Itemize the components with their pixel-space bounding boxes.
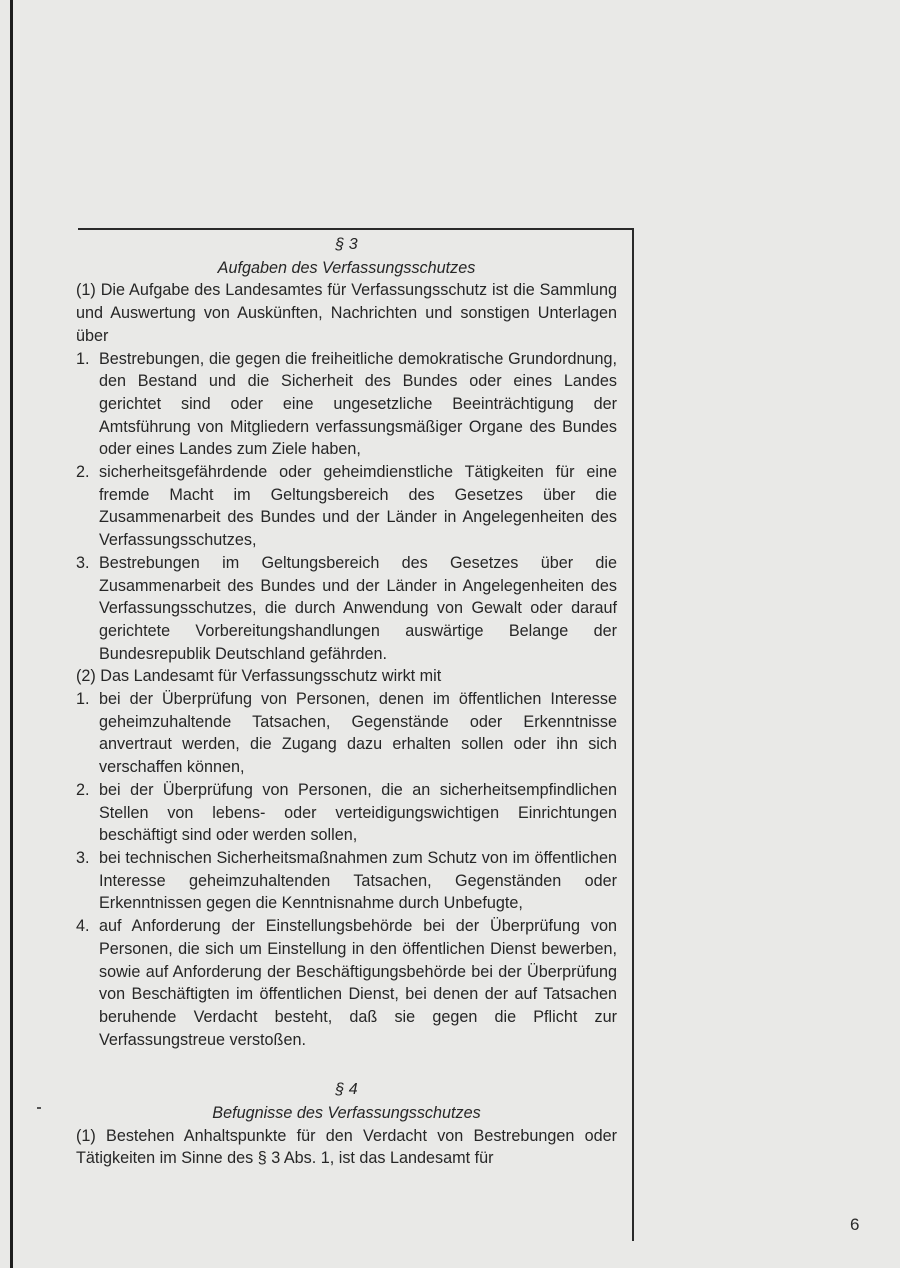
section-3-number: § 3 bbox=[335, 236, 358, 253]
list-item-text: auf Anforderung der Einstellungsbehörde bei der Überprüfung von Personen, die sich um Einstellung in den öffentlichen Dienst bewerben, sowie auf Anforderung der Beschäftigungsbehörde bei der Überprüfung von Beschäftigten im öffentlichen Dienst, bei denen der auf Tatsachen beruhende Verdacht besteht, daß sie gegen die Pflicht zur Verfassungstreue verstoßen. bbox=[99, 917, 617, 1049]
section-3-para-2-intro: (2) Das Landesamt für Verfassungsschutz wirkt mit bbox=[76, 667, 442, 686]
list-item-text: Bestrebungen im Geltungsbereich des Gesetzes über die Zusammenarbeit des Bundes und der Länder in Angelegenheiten des Verfassungsschutzes, die durch Anwendung von Gewalt oder darauf gerichtete Vorbereitungshandlungen auswärtige Belange der Bundesrepublik Deutschland gefährden. bbox=[99, 553, 617, 663]
list-item bbox=[76, 779, 617, 847]
list-item-number: 3. bbox=[76, 553, 90, 572]
scan-left-edge bbox=[10, 0, 13, 1268]
page-number: 6 bbox=[850, 1215, 860, 1234]
list-item-text: bei der Überprüfung von Personen, denen im öffentlichen Interesse geheimzuhaltende Tatsachen, Gegenstände oder Erkenntnisse anvertraut werden, die Zugang dazu erhalten sollen oder ihn sich verschaffen können, bbox=[99, 690, 617, 777]
list-item-number: 3. bbox=[76, 848, 90, 867]
list-item-number: 2. bbox=[76, 463, 90, 482]
list-item-number: 2. bbox=[76, 780, 90, 799]
list-item-text: Bestrebungen, die gegen die freiheitliche demokratische Grundordnung, den Bestand und die Sicherheit des Bundes oder eines Landes gerichtet sind oder eine ungesetzliche Beeinträchtigung der Amtsführung von Mitgliedern verfassungsmäßiger Organe des Bundes oder eines Landes zum Ziele haben, bbox=[99, 349, 617, 459]
list-item bbox=[76, 348, 617, 462]
section-gap bbox=[76, 1051, 617, 1079]
list-item-number: 1. bbox=[76, 349, 90, 368]
section-4-number: § 4 bbox=[335, 1081, 358, 1099]
list-item bbox=[76, 847, 617, 915]
list-item bbox=[76, 461, 617, 552]
list-item-text: bei der Überprüfung von Personen, die an sicherheitsempfindlichen Stellen von lebens- oder verteidigungswichtigen Einrichtungen beschäftigt sind oder werden sollen, bbox=[99, 780, 617, 845]
section-3-title: Aufgaben des Verfassungsschutzes bbox=[217, 258, 476, 277]
section-4-para-1-intro: (1) Bestehen Anhaltspunkte für den Verdacht von Bestrebungen oder Tätigkeiten im Sinne des § 3 Abs. 1, ist das Landesamt für bbox=[76, 1126, 617, 1168]
section-4-title: Befugnisse des Verfassungsschutzes bbox=[212, 1104, 481, 1123]
list-item-number: 1. bbox=[76, 690, 90, 709]
list-item-number: 4. bbox=[76, 917, 90, 936]
right-rule bbox=[632, 228, 634, 1241]
list-item-text: bei technischen Sicherheitsmaßnahmen zum Schutz von im öffentlichen Interesse geheimzuhaltenden Tatsachen, Gegenständen oder Erkenntnissen gegen die Kenntnisnahme durch Unbefugte, bbox=[99, 848, 617, 913]
section-3-para-1-intro: (1) Die Aufgabe des Landesamtes für Verfassungsschutz ist die Sammlung und Auswertung von Auskünften, Nachrichten und sonstigen Unterlagen über bbox=[76, 281, 617, 345]
margin-mark bbox=[37, 1107, 41, 1109]
top-rule bbox=[78, 228, 634, 230]
list-item-text: sicherheitsgefährdende oder geheimdienstliche Tätigkeiten für eine fremde Macht im Geltungsbereich des Gesetzes über die Zusammenarbeit des Bundes und der Länder in Angelegenheiten des Verfassungsschutzes, bbox=[99, 463, 617, 550]
text-column bbox=[76, 234, 617, 1170]
list-item bbox=[76, 552, 617, 666]
list-item bbox=[76, 915, 617, 1051]
list-item bbox=[76, 688, 617, 779]
